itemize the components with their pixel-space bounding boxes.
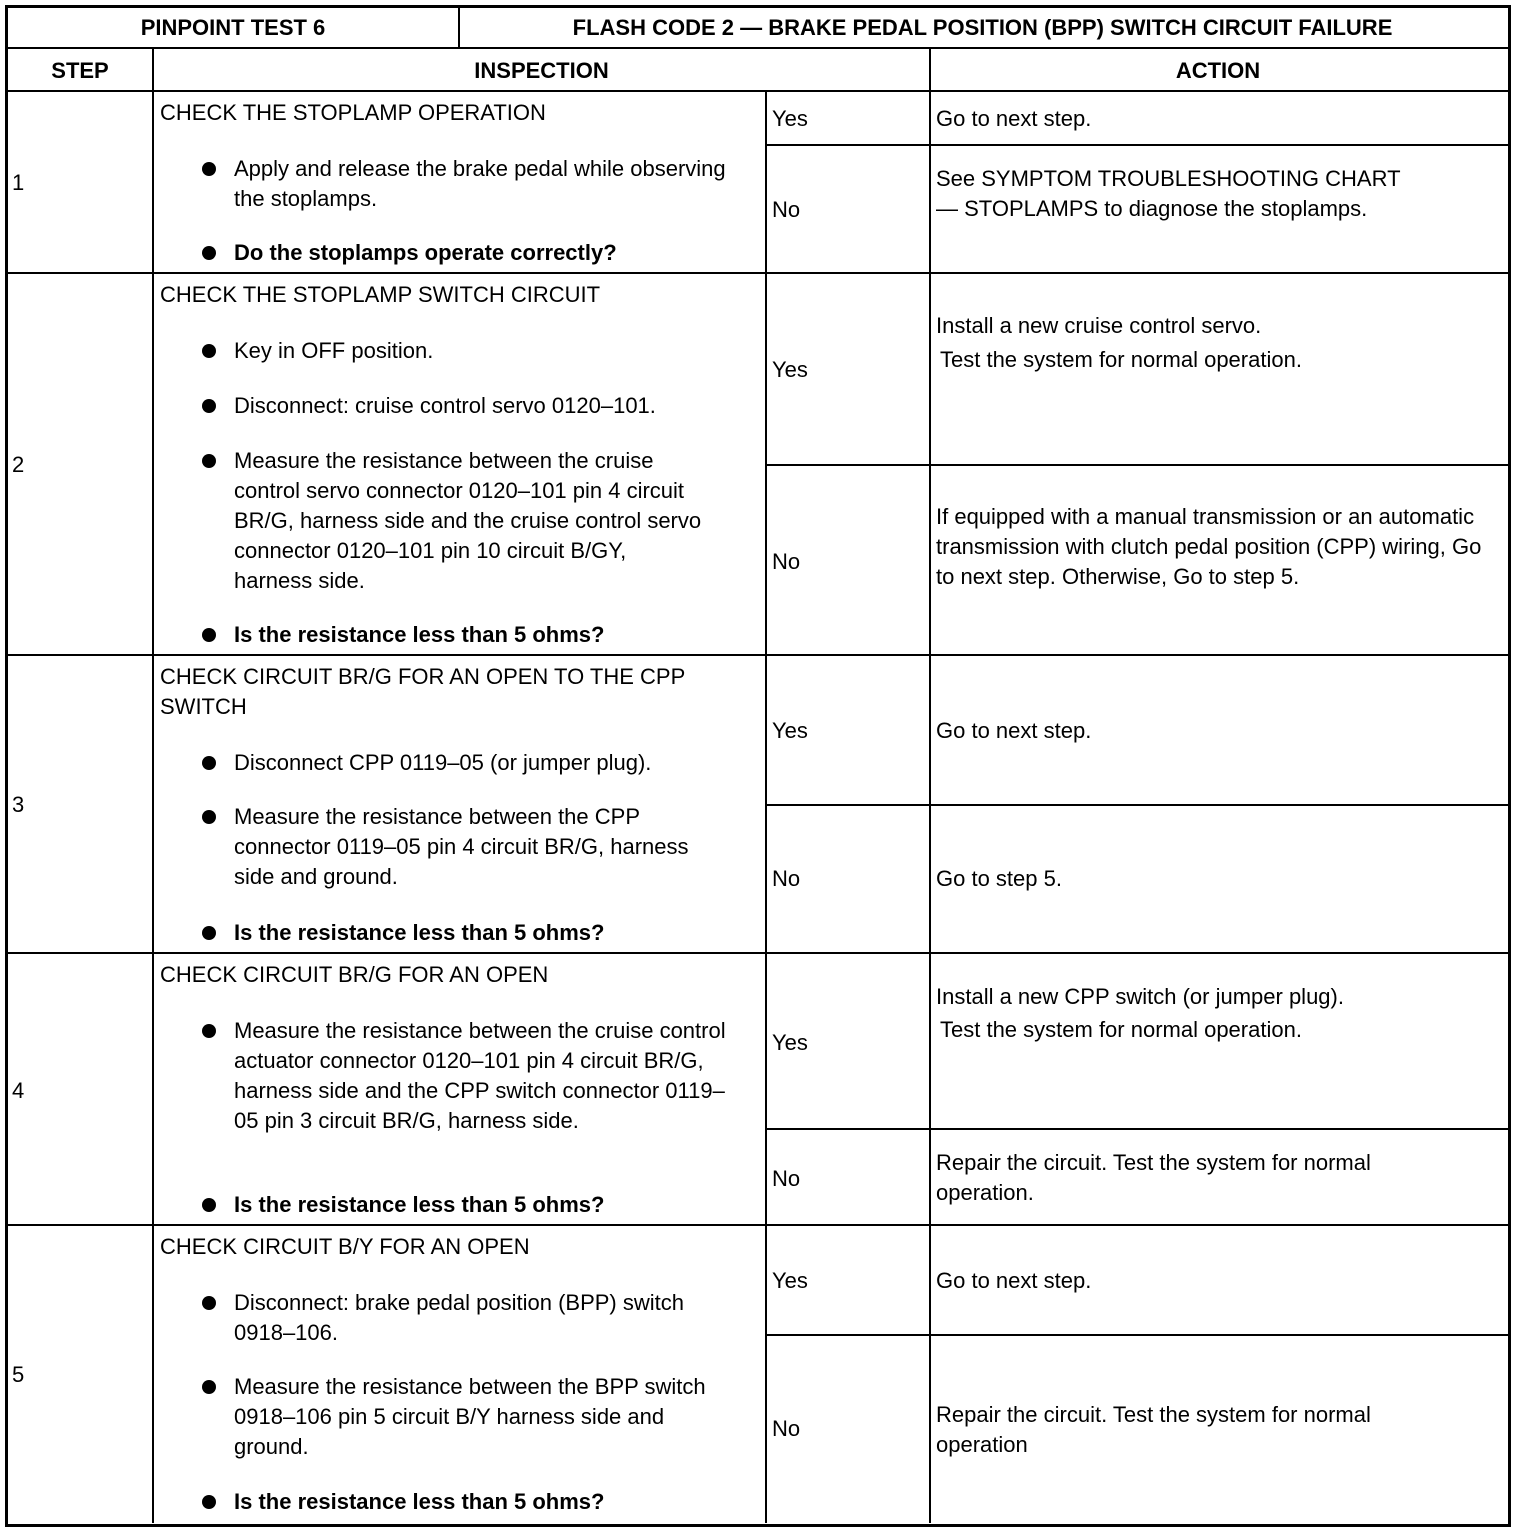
bullet-icon	[202, 1495, 216, 1509]
no-label: No	[772, 197, 801, 222]
bullet-icon	[202, 1380, 216, 1394]
bullet-icon	[202, 399, 216, 413]
rule	[765, 90, 767, 1523]
bullet-icon	[202, 1198, 216, 1212]
step-title: CHECK THE STOPLAMP SWITCH CIRCUIT	[160, 282, 601, 307]
rule	[765, 144, 1509, 146]
column-header-action: ACTION	[1175, 58, 1261, 83]
step-question: Is the resistance less than 5 ohms?	[234, 622, 605, 647]
step-bullet: Measure the resistance between the cruise control servo connector 0120–101 pin 4 circuit BR/G, harness side and the cruise control servo connector 0120–101 pin 10 circuit B/GY, harness side.	[234, 448, 702, 593]
no-action: See SYMPTOM TROUBLESHOOTING CHART — STOPLAMPS to diagnose the stoplamps.	[936, 166, 1401, 221]
yes-action-2: Test the system for normal operation.	[940, 1017, 1302, 1042]
bullet-icon	[202, 756, 216, 770]
bullet-icon	[202, 810, 216, 824]
step-title: CHECK CIRCUIT BR/G FOR AN OPEN	[160, 962, 549, 987]
rule	[5, 654, 1509, 656]
rule	[5, 90, 1509, 92]
no-label: No	[772, 549, 801, 574]
bullet-icon	[202, 246, 216, 260]
yes-label: Yes	[772, 718, 808, 743]
test-title: FLASH CODE 2 — BRAKE PEDAL POSITION (BPP) SWITCH CIRCUIT FAILURE	[572, 15, 1393, 40]
step-title: CHECK THE STOPLAMP OPERATION	[160, 100, 546, 125]
rule	[152, 47, 154, 1523]
rule	[765, 1128, 1509, 1130]
rule	[765, 1334, 1509, 1336]
step-bullet: Measure the resistance between the CPP connector 0119–05 pin 4 circuit BR/G, harness side and ground.	[234, 804, 689, 889]
step-bullet: Measure the resistance between the cruise control actuator connector 0120–101 pin 4 circuit BR/G, harness side and the CPP switch connector 0119–05 pin 3 circuit BR/G, harness side.	[234, 1018, 726, 1133]
bullet-icon	[202, 162, 216, 176]
rule	[5, 47, 1509, 49]
yes-action-2: Test the system for normal operation.	[940, 347, 1302, 372]
column-header-inspection: INSPECTION	[474, 58, 609, 83]
table-frame	[5, 5, 1511, 1527]
step-bullet: Measure the resistance between the BPP switch 0918–106 pin 5 circuit B/Y harness side and ground.	[234, 1374, 706, 1459]
bullet-icon	[202, 454, 216, 468]
yes-action: Install a new CPP switch (or jumper plug).	[936, 984, 1344, 1009]
no-label: No	[772, 866, 801, 891]
no-action: If equipped with a manual transmission or an automatic transmission with clutch pedal position (CPP) wiring, Go to next step. Otherwise, Go to step 5.	[936, 504, 1482, 589]
yes-action: Install a new cruise control servo.	[936, 313, 1262, 338]
step-number: 4	[12, 1078, 25, 1103]
step-question: Is the resistance less than 5 ohms?	[234, 1489, 605, 1514]
step-number: 2	[12, 452, 25, 477]
bullet-icon	[202, 628, 216, 642]
rule	[765, 464, 1509, 466]
step-bullet: Disconnect: brake pedal position (BPP) switch 0918–106.	[234, 1290, 684, 1345]
rule	[765, 804, 1509, 806]
step-bullet: Key in OFF position.	[234, 338, 434, 363]
step-bullet: Apply and release the brake pedal while observing the stoplamps.	[234, 156, 726, 211]
step-number: 5	[12, 1362, 25, 1387]
yes-label: Yes	[772, 1268, 808, 1293]
step-bullet: Disconnect CPP 0119–05 (or jumper plug).	[234, 750, 652, 775]
rule	[5, 952, 1509, 954]
bullet-icon	[202, 344, 216, 358]
step-question: Is the resistance less than 5 ohms?	[234, 920, 605, 945]
rule	[5, 272, 1509, 274]
step-bullet: Disconnect: cruise control servo 0120–101.	[234, 393, 656, 418]
yes-label: Yes	[772, 1030, 808, 1055]
test-label: PINPOINT TEST 6	[140, 15, 326, 40]
step-title: CHECK CIRCUIT B/Y FOR AN OPEN	[160, 1234, 530, 1259]
yes-action: Go to next step.	[936, 718, 1092, 743]
rule	[5, 1224, 1509, 1226]
yes-label: Yes	[772, 357, 808, 382]
yes-label: Yes	[772, 106, 808, 131]
step-title: CHECK CIRCUIT BR/G FOR AN OPEN TO THE CPP SWITCH	[160, 664, 685, 719]
step-question: Do the stoplamps operate correctly?	[234, 240, 617, 265]
bullet-icon	[202, 926, 216, 940]
column-header-step: STEP	[51, 58, 109, 83]
no-action: Go to step 5.	[936, 866, 1062, 891]
yes-action: Go to next step.	[936, 106, 1092, 131]
no-label: No	[772, 1416, 801, 1441]
step-number: 3	[12, 792, 25, 817]
rule	[929, 47, 931, 1523]
step-question: Is the resistance less than 5 ohms?	[234, 1192, 605, 1217]
no-action: Repair the circuit. Test the system for normal operation.	[936, 1150, 1371, 1205]
no-action: Repair the circuit. Test the system for normal operation	[936, 1402, 1371, 1457]
step-number: 1	[12, 170, 25, 195]
no-label: No	[772, 1166, 801, 1191]
bullet-icon	[202, 1024, 216, 1038]
bullet-icon	[202, 1296, 216, 1310]
yes-action: Go to next step.	[936, 1268, 1092, 1293]
